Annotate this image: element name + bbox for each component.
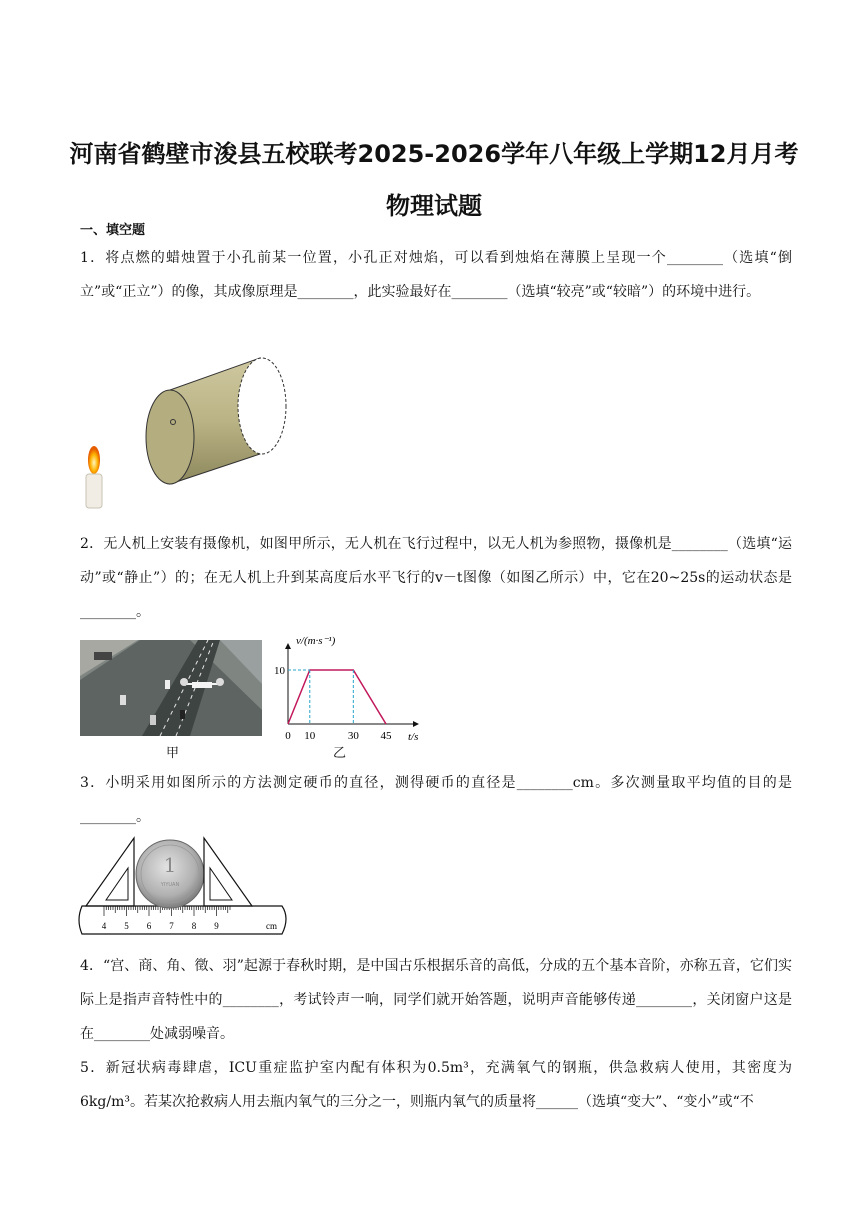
- ruler-tick-label: 9: [214, 921, 219, 931]
- section-heading: 一、填空题: [80, 223, 146, 238]
- question-5: 5．新冠状病毒肆虐，ICU重症监护室内配有体积为0.5m³，充满氧气的钢瓶，供急救病人使用，其密度为6kg/m³。若某次抢救病人用去瓶内氧气的三分之一，则瓶内氧气的质量将______（选填“变大”、“变小”或“不: [80, 1060, 792, 1110]
- ruler-unit-label: cm: [266, 921, 277, 931]
- candle-icon: [86, 446, 102, 508]
- velocity-line: [288, 670, 386, 724]
- vt-chart: [274, 630, 428, 743]
- question-1: 1．将点燃的蜡烛置于小孔前某一位置，小孔正对烛焰，可以看到烛焰在薄膜上呈现一个________（选填“倒立”或“正立”）的像，其成像原理是________，此实验最好在________（选填“较亮”或“较暗”）的环境中进行。: [80, 250, 792, 300]
- ruler-tick-label: 8: [191, 921, 197, 931]
- ruler-tick-label: 6: [146, 921, 152, 931]
- x-tick-label: 10: [304, 730, 316, 742]
- pinhole-figure: [78, 350, 318, 512]
- left-triangle-icon: [86, 838, 134, 906]
- caption-left: 甲: [166, 746, 180, 761]
- question-4: 4．“宫、商、角、徵、羽”起源于春秋时期，是中国古乐根据乐音的高低，分成的五个基本音阶，亦称五音，它们实际上是指声音特性中的________，考试铃声一响，同学们就开始答题，说明声音能够传递________，关闭窗户这是在________处减弱噪音。: [80, 958, 792, 1042]
- y-axis-label: v/(m·s⁻¹): [296, 635, 336, 647]
- caption-right: 乙: [333, 746, 347, 761]
- question-3: 3．小明采用如图所示的方法测定硬币的直径，测得硬币的直径是________cm。多次测量取平均值的目的是________。: [80, 775, 792, 825]
- svg-text:YIYUAN: YIYUAN: [160, 882, 180, 888]
- coin-icon: [136, 840, 204, 908]
- x-tick-label: 45: [380, 730, 392, 742]
- x-axis-label: t/s: [408, 731, 419, 743]
- y-tick-label: 10: [274, 665, 285, 677]
- x-tick-label: 0: [285, 730, 291, 742]
- drone-photo: [80, 640, 262, 736]
- cylinder-shape: [146, 358, 286, 484]
- right-triangle-icon: [204, 838, 252, 906]
- question-2: 2．无人机上安装有摄像机，如图甲所示，无人机在飞行过程中，以无人机为参照物，摄像机是________（选填“运动”或“静止”）的；在无人机上升到某高度后水平飞行的v－t图像（如图乙所示）中，它在20~25s的运动状态是________。: [80, 536, 792, 620]
- coin-ruler-figure: [78, 834, 292, 940]
- page-title: 河南省鹤壁市浚县五校联考2025-2026学年八年级上学期12月月考物理试题: [69, 140, 799, 220]
- svg-text:1: 1: [163, 853, 177, 877]
- ruler-tick-label: 4: [101, 921, 107, 931]
- ruler-shape: [79, 906, 286, 934]
- x-tick-label: 30: [347, 730, 359, 742]
- ruler-tick-label: 5: [124, 921, 129, 931]
- ruler-tick-label: 7: [169, 921, 174, 931]
